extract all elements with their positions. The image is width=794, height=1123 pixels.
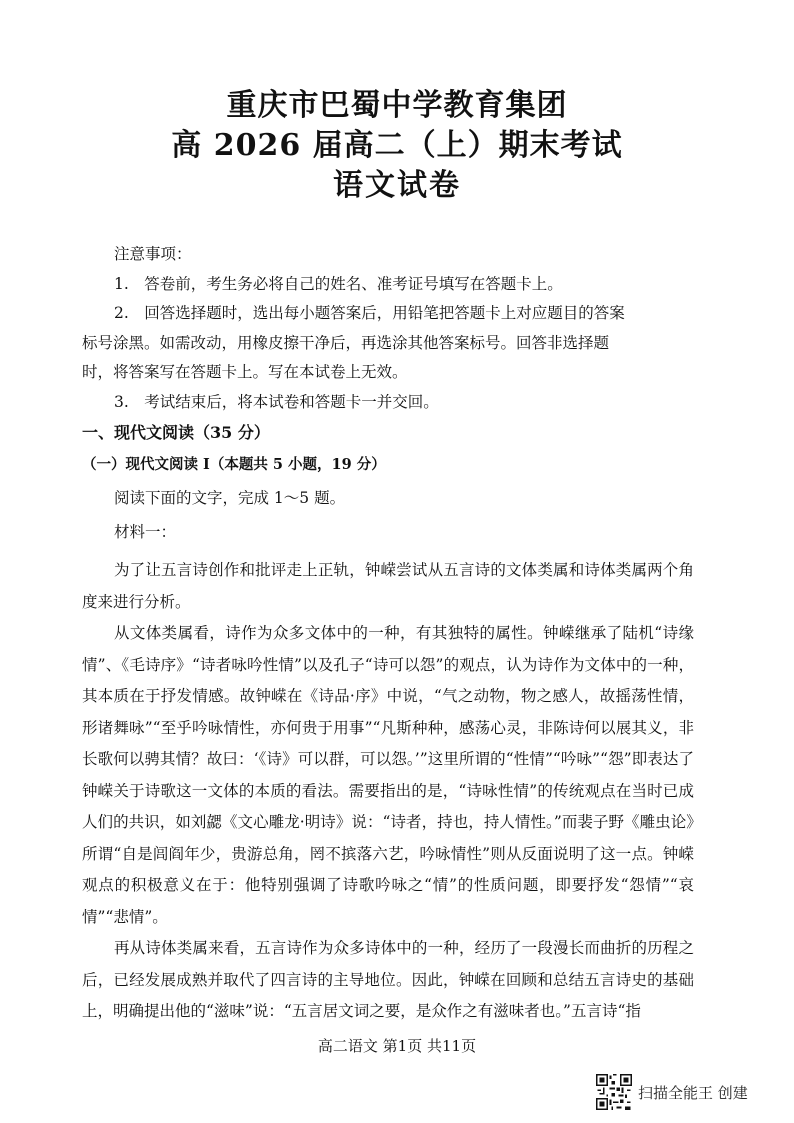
section-title: 一、现代文阅读（35 分） [82,423,270,442]
exam-title [0,86,794,206]
subject-name: 语文试卷 [333,168,461,203]
material-label: 材料一： [114,523,177,541]
exam-name: 高 2026 届高二（上）期末考试 [171,128,623,163]
passage-paragraph-3: 再从诗体类属来看，五言诗作为众多诗体中的一种，经历了一段漫长而曲折的历程之后，已经发展成熟并取代了四言诗的主导地位。因此，钟嵘在回顾和总结五言诗史的基础上，明确提出他的“滋味”说：“五言居文词之要，是众作之有滋味者也。”五言诗“指 [82,939,694,1020]
school-name: 重庆市巴蜀中学教育集团 [226,88,568,123]
notes-item-2c: 时，将答案写在答题卡上。写在本试卷上无效。 [82,363,408,381]
notes-item-1: 1. 答卷前，考生务必将自己的姓名、准考证号填写在答题卡上。 [114,274,563,293]
notes-item-3: 3. 考试结束后，将本试卷和答题卡一并交回。 [114,392,439,411]
reading-instruction: 阅读下面的文字，完成 1～5 题。 [114,489,346,507]
notes-item-2a: 2. 回答选择题时，选出每小题答案后，用铅笔把答题卡上对应题目的答案 [114,304,625,322]
exam-content [82,240,694,1028]
passage-paragraph-1: 为了让五言诗创作和批评走上正轨，钟嵘尝试从五言诗的文体类属和诗体类属两个角度来进行分析。 [82,561,694,611]
notes-item-2b: 标号涂黑。如需改动，用橡皮擦干净后，再选涂其他答案标号。回答非选择题 [82,333,610,352]
scanner-watermark [596,1074,748,1110]
subsection-title: （一）现代文阅读 I（本题共 5 小题，19 分） [82,456,386,473]
notes-title: 注意事项： [114,245,192,263]
page-footer: 高二语文 第1页 共11页 [317,1037,477,1055]
passage-paragraph-2: 从文体类属看，诗作为众多文体中的一种，有其独特的属性。钟嵘继承了陆机“诗缘情”、《毛诗序》“诗者咏吟性情”以及孔子“诗可以怨”的观点，认为诗作为文体中的一种，其本质在于抒发情感。故钟嵘在《诗品·序》中说，“气之动物，物之感人，故摇荡性情，形诸舞咏”“至乎吟咏情性，亦何贵于用事”“凡斯种种，感荡心灵，非陈诗何以展其义，非长歌何以骋其情？故曰：‘《诗》可以群，可以怨。’”这里所谓的“性情”“吟咏”“怨”即表达了钟嵘关于诗歌这一文体的本质的看法。需要指出的是，“诗咏性情”的传统观点在当时已成人们的共识，如刘勰《文心雕龙·明诗》说：“诗者，持也，持人情性。”而裴子野《雕虫论》所谓“自是闾阎年少，贵游总角，罔不摈落六艺，吟咏情性”则从反面说明了这一点。钟嵘观点的积极意义在于：他特别强调了诗歌吟咏之“情”的性质问题，即要抒发“怨情”“哀情”“悲情”。 [82,624,694,926]
qr-code-icon [596,1074,632,1110]
watermark-text: 扫描全能王 创建 [638,1083,748,1102]
